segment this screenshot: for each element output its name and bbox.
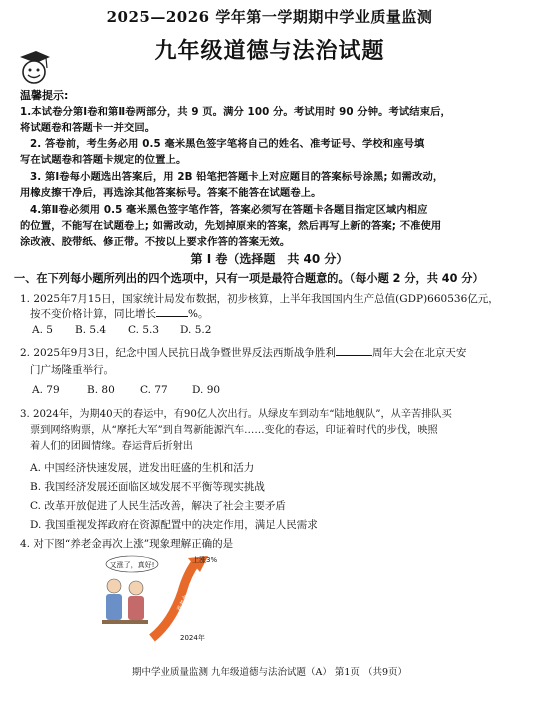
answer-blank — [156, 306, 188, 317]
question-2-option-a: A. 79 — [32, 384, 60, 396]
tips-heading: 温馨提示: — [20, 89, 69, 102]
question-2-text: 周年大会在北京天安 — [371, 347, 467, 359]
rise-label: 上涨3% — [192, 556, 218, 564]
tip-line: 将试题卷和答题卡一并交回。 — [20, 122, 156, 134]
question-3-stem-cont: 着人们的团圆情缘。春运背后折射出 — [30, 441, 193, 452]
question-2-text: 2. 2025年9月3日，纪念中国人民抗日战争暨世界反法西斯战争胜利 — [20, 347, 336, 359]
question-1-option-c: C. 5.3 — [128, 324, 160, 336]
question-2-option-d: D. 90 — [192, 384, 221, 396]
tip-line: 2. 答卷前，考生务必用 0.5 毫米黑色签字笔将自己的姓名、准考证号、学校和座号填 — [30, 138, 425, 150]
exam-header: 2025—2026 学年第一学期期中学业质量监测 — [106, 8, 433, 26]
speech-text: 又涨了，真好! — [109, 561, 155, 569]
question-2-option-b: B. 80 — [87, 384, 115, 396]
year-label: 2024年 — [180, 634, 205, 642]
pension-cartoon — [92, 552, 222, 644]
question-3-stem-cont: 票到网络购票，从“摩托大军”到自驾新能源汽车……变化的春运，印证着时代的步伐，映照 — [30, 425, 438, 436]
tip-line: 1.本试卷分第Ⅰ卷和第Ⅱ卷两部分，共 9 页。满分 100 分。考试用时 90 分钟。考试结束后， — [20, 106, 451, 118]
question-1-option-d: D. 5.2 — [180, 324, 212, 336]
tip-line: 涂改液、胶带纸、修正带。不按以上要求作答的答案无效。 — [20, 236, 291, 248]
question-3-option-c: C. 改革开放促进了人民生活改善，解决了社会主要矛盾 — [30, 500, 286, 512]
tip-line: 写在试题卷和答题卡规定的位置上。 — [20, 154, 187, 166]
page-footer: 期中学业质量监测 九年级道德与法治试题（A） 第1页 （共9页） — [131, 667, 407, 678]
question-3-option-b: B. 我国经济发展还面临区域发展不平衡等现实挑战 — [30, 481, 265, 493]
elder-body-icon — [128, 596, 144, 620]
question-1-option-b: B. 5.4 — [75, 324, 107, 336]
section-title: 第 Ⅰ 卷（选择题 共 40 分） — [190, 252, 349, 266]
tip-line: 用橡皮擦干净后，再选涂其他答案标号。答案不能答在试题卷上。 — [20, 187, 322, 199]
question-2-stem — [20, 345, 466, 360]
ground-icon — [102, 620, 148, 624]
question-1-text: %。 — [188, 308, 209, 320]
arrow-text: 养老金 — [175, 593, 191, 613]
page-title: 九年级道德与法治试题 — [154, 39, 385, 64]
tip-line: 4.第Ⅱ卷必须用 0.5 毫米黑色签字笔作答，答案必须写在答题卡各题目指定区域内相应 — [30, 204, 428, 216]
question-4-stem: 4. 对下图“养老金再次上涨”现象理解正确的是 — [20, 538, 234, 550]
tip-line: 3. 第Ⅰ卷每小题选出答案后，用 2B 铅笔把答题卡上对应题目的答案标号涂黑; 如需改动， — [30, 171, 444, 183]
elder-head-icon — [107, 579, 121, 593]
question-2-option-c: C. 77 — [140, 384, 168, 396]
tip-line: 的位置，不能写在试题卷上; 如需改动，先划掉原来的答案，然后再写上新的答案; 不准使用 — [20, 220, 442, 232]
question-1-text: 按不变价格计算，同比增长 — [30, 308, 156, 320]
question-1-stem: 1. 2025年7月15日，国家统计局发布数据，初步核算，上半年我国国内生产总值(GDP)660536亿元， — [20, 293, 499, 305]
elder-body-icon — [106, 594, 122, 620]
question-2-stem-cont: 门广场隆重举行。 — [30, 364, 114, 376]
section-instructions: 一、在下列每小题所列出的四个选项中，只有一项是最符合题意的。（每小题 2 分，共 40 分） — [14, 272, 484, 285]
elder-head-icon — [129, 581, 143, 595]
answer-blank — [336, 345, 372, 356]
question-3-option-d: D. 我国重视发挥政府在资源配置中的决定作用，满足人民需求 — [30, 519, 318, 531]
question-3-stem: 3. 2024年，为期40天的春运中，有90亿人次出行。从绿皮车到动车“陆地舰队”，从辛苦排队买 — [20, 409, 452, 420]
question-1-stem-cont — [30, 306, 208, 321]
question-3-option-a: A. 中国经济快速发展，迸发出旺盛的生机和活力 — [30, 462, 255, 474]
question-1-option-a: A. 5 — [32, 324, 53, 336]
